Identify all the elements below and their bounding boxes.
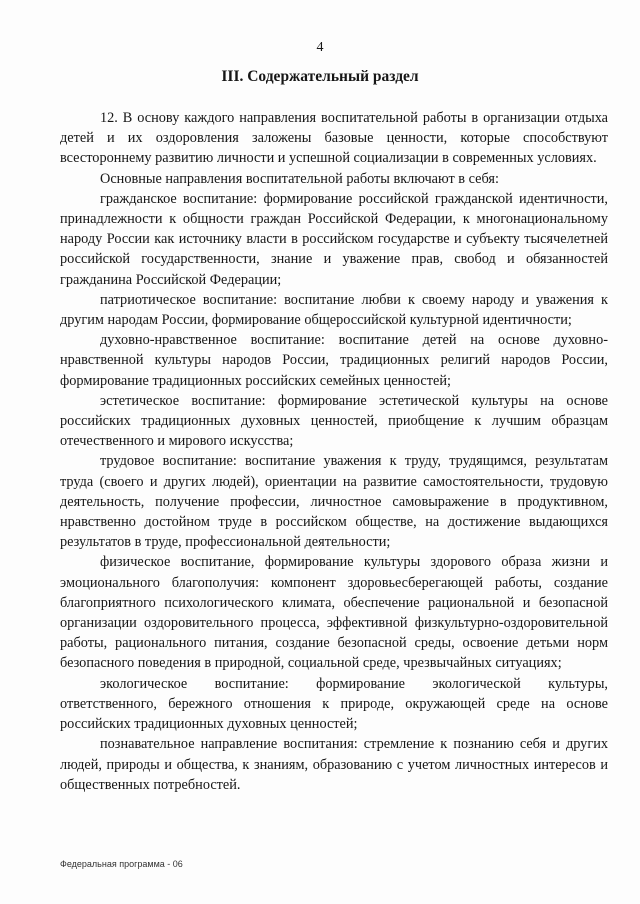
paragraph-civic-education: гражданское воспитание: формирование российской гражданской идентичности, принадлежности к общности граждан Российской Федерации, к многонациональному народу России как источнику власти в российском государстве и субъекту тысячелетней российской государственности, знание и уважение прав, свобод и обязанностей гражданина Российской Федерации;	[60, 190, 608, 288]
paragraph-patriotic-education: патриотическое воспитание: воспитание любви к своему народу и уважения к другим народам России, формирование общероссийской культурной идентичности;	[60, 291, 608, 329]
footer-program-label: Федеральная программа - 06	[60, 859, 183, 869]
paragraph-labor-education: трудовое воспитание: воспитание уважения к труду, трудящимся, результатам труда (своего и других людей), ориентации на развитие самостоятельности, трудовую деятельность, получение профессии, личностное самовыражение в продуктивном, нравственно достойном труде в российском обществе, на достижение выдающихся результатов в труде, профессиональной деятельности;	[60, 453, 608, 551]
paragraph-intro: 12. В основу каждого направления воспитательной работы в организации отдыха детей и их оздоровления заложены базовые ценности, которые способствуют всестороннему развитию личности и успешной социализации в современных условиях.	[60, 110, 608, 167]
paragraph-physical-education: физическое воспитание, формирование культуры здорового образа жизни и эмоционального благополучия: компонент здоровьесберегающей работы, создание благоприятного психологического климата, обеспечение рациональной и безопасной организации оздоровительного процесса, эффективной физкультурно-оздоровительной работы, рационального питания, создание безопасной среды, освоение детьми норм безопасного поведения в природной, социальной среде, чрезвычайных ситуациях;	[60, 554, 608, 672]
body-text	[60, 108, 608, 795]
section-title: III. Содержательный раздел	[221, 68, 419, 85]
paragraph-aesthetic-education: эстетическое воспитание: формирование эстетической культуры на основе российских традиционных духовных ценностей, приобщение к лучшим образцам отечественного и мирового искусства;	[60, 392, 608, 450]
paragraph-cognitive-education: познавательное направление воспитания: стремление к познанию себя и других людей, природы и общества, к знаниям, образованию с учетом личностных интересов и общественных потребностей.	[60, 736, 608, 793]
paragraph-moral-education: духовно-нравственное воспитание: воспитание детей на основе духовно-нравственной культуры народов России, традиционных религий народов России, формирование традиционных российских семейных ценностей;	[60, 332, 608, 389]
page-number: 4	[316, 40, 324, 55]
paragraph-directions-lead: Основные направления воспитательной работы включают в себя:	[100, 170, 499, 187]
paragraph-ecological-education: экологическое воспитание: формирование экологической культуры, ответственного, бережного отношения к природе, окружающей среде на основе российских традиционных духовных ценностей;	[60, 675, 608, 733]
